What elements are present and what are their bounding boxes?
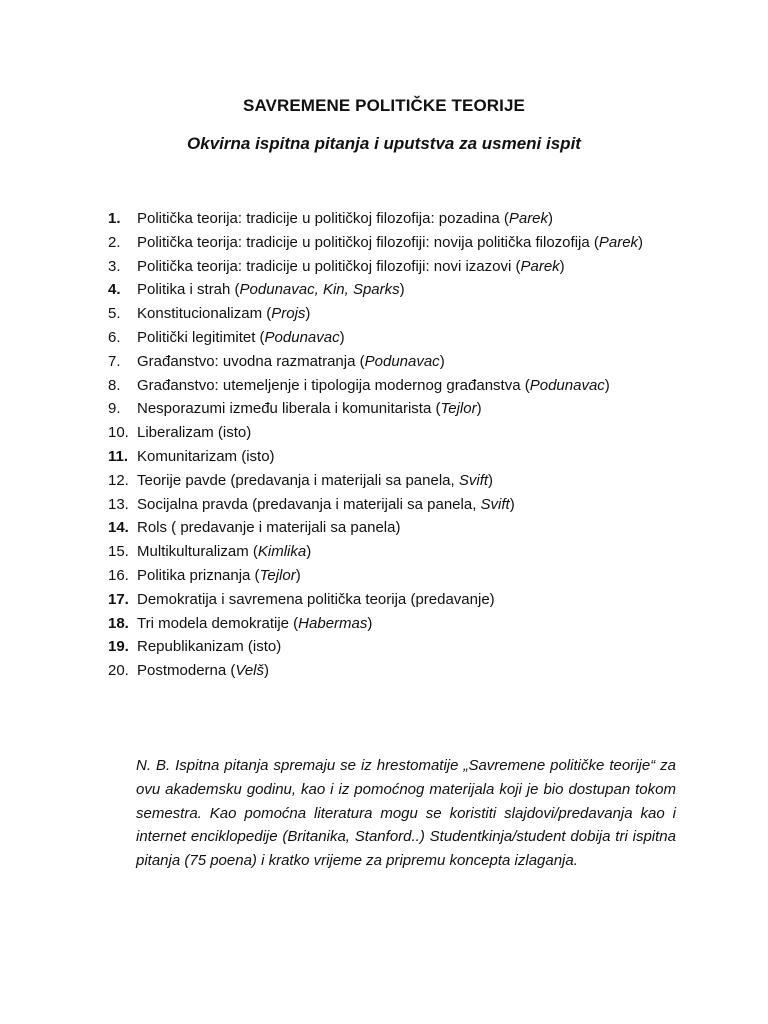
- question-closing: ): [295, 566, 301, 584]
- question-text: Teorije pavde (predavanja i materijali sa panela,: [137, 471, 459, 489]
- question-closing: ): [559, 257, 565, 275]
- question-text: Rols ( predavanje i materijali sa panela): [137, 519, 401, 537]
- question-closing: ): [548, 210, 554, 227]
- exam-note: N. B. Ispitna pitanja spremaju se iz hrestomatije „Savremene političke teorije“ za ovu akademsku godinu, kao i iz pomoćnog materijala koji je bio dostupan tokom semestra. Kao pomoćna literatura mogu se koristiti slajdovi/predavanja kao i internet enciklopedije (Britanika, Stanford..) Studentkinja/student dobija tri ispitna pitanja (75 poena) i kratko vrijeme za pripremu koncepta izlaganja.: [136, 757, 676, 870]
- question-closing: ): [509, 495, 515, 513]
- question-number: 11.: [108, 447, 129, 465]
- question-text: Multikulturalizam (: [137, 543, 258, 561]
- question-author: Parek: [520, 257, 560, 275]
- question-author: Podunavac: [264, 328, 340, 346]
- question-closing: ): [439, 352, 445, 370]
- question-item: [108, 231, 678, 255]
- question-number: 3.: [108, 257, 121, 275]
- question-number: 6.: [108, 328, 121, 346]
- question-closing: ): [367, 614, 373, 632]
- question-text: Politika priznanja (: [137, 566, 260, 584]
- question-text: Republikanizam (isto): [137, 638, 282, 656]
- question-item: [108, 564, 678, 588]
- question-closing: ): [488, 471, 494, 489]
- question-number: 7.: [108, 352, 121, 370]
- question-author: Tejlor: [440, 400, 477, 418]
- document-subtitle: Okvirna ispitna pitanja i uputstva za usmeni ispit: [187, 134, 581, 153]
- question-item: [108, 374, 678, 398]
- question-number: 20.: [108, 662, 129, 680]
- question-number: 1.: [108, 210, 121, 227]
- question-closing: ): [305, 305, 311, 323]
- question-closing: ): [638, 233, 644, 251]
- question-text: Demokratija i savremena politička teorija (predavanje): [137, 590, 495, 608]
- question-closing: ): [399, 281, 405, 299]
- question-number: 10.: [108, 424, 129, 442]
- question-item: [108, 350, 678, 374]
- question-number: 15.: [108, 543, 129, 561]
- question-author: Podunavac: [529, 376, 605, 394]
- question-list: [108, 207, 678, 683]
- question-text: Socijalna pravda (predavanja i materijali sa panela,: [137, 495, 481, 513]
- question-item: [108, 278, 678, 302]
- question-number: 5.: [108, 305, 121, 323]
- question-closing: ): [476, 400, 482, 418]
- question-number: 2.: [108, 233, 121, 251]
- question-item: [108, 445, 678, 469]
- question-item: [108, 421, 678, 445]
- question-text: Liberalizam (isto): [137, 424, 252, 442]
- question-number: 8.: [108, 376, 121, 394]
- question-text: Tri modela demokratije (: [137, 614, 299, 632]
- question-text: Postmoderna (: [137, 662, 236, 680]
- question-text: Nesporazumi između liberala i komunitarista (: [137, 400, 441, 418]
- question-item: [108, 302, 678, 326]
- question-author: Parek: [598, 233, 639, 251]
- question-number: 14.: [108, 519, 129, 537]
- question-author: Svift: [458, 471, 489, 489]
- question-author: Podunavac, Kin, Sparks: [239, 281, 400, 299]
- question-text: Politika i strah (: [137, 281, 240, 299]
- document-title: SAVREMENE POLITIČKE TEORIJE: [243, 96, 525, 115]
- question-number: 16.: [108, 566, 129, 584]
- question-number: 17.: [108, 590, 129, 608]
- question-item: [108, 516, 678, 540]
- question-text: Politička teorija: tradicije u političkoj filozofiji: novi izazovi (: [137, 257, 521, 275]
- question-item: [108, 612, 678, 636]
- question-text: Politička teorija: tradicije u političkoj filozofiji: novija politička filozofija (: [137, 233, 599, 251]
- question-closing: ): [339, 328, 345, 346]
- question-text: Građanstvo: uvodna razmatranja (: [137, 352, 365, 370]
- question-closing: ): [604, 376, 610, 394]
- question-item: [108, 588, 678, 612]
- question-number: 13.: [108, 495, 129, 513]
- question-author: Parek: [508, 210, 549, 227]
- question-text: Konstitucionalizam (: [137, 305, 272, 323]
- question-number: 12.: [108, 471, 129, 489]
- question-text: Komunitarizam (isto): [137, 447, 275, 465]
- question-item: [108, 326, 678, 350]
- question-closing: ): [264, 662, 270, 680]
- question-closing: ): [306, 543, 312, 561]
- question-text: Politički legitimitet (: [137, 328, 265, 346]
- question-item: [108, 255, 678, 279]
- question-author: Kimlika: [257, 543, 307, 561]
- question-number: 19.: [108, 638, 129, 656]
- question-author: Habermas: [298, 614, 368, 632]
- question-author: Podunavac: [364, 352, 440, 370]
- question-author: Projs: [271, 305, 306, 323]
- question-item: [108, 540, 678, 564]
- question-item: [108, 397, 678, 421]
- question-item: [108, 493, 678, 517]
- question-number: 4.: [108, 281, 121, 299]
- question-author: Velš: [235, 662, 265, 680]
- question-item: [108, 659, 678, 683]
- question-text: Politička teorija: tradicije u političkoj filozofija: pozadina (: [137, 210, 509, 227]
- question-text: Građanstvo: utemeljenje i tipologija modernog građanstva (: [137, 376, 530, 394]
- question-number: 9.: [108, 400, 121, 418]
- question-item: [108, 469, 678, 493]
- question-item: [108, 207, 678, 231]
- question-number: 18.: [108, 614, 129, 632]
- question-author: Svift: [480, 495, 510, 513]
- question-author: Tejlor: [259, 566, 296, 584]
- question-item: [108, 635, 678, 659]
